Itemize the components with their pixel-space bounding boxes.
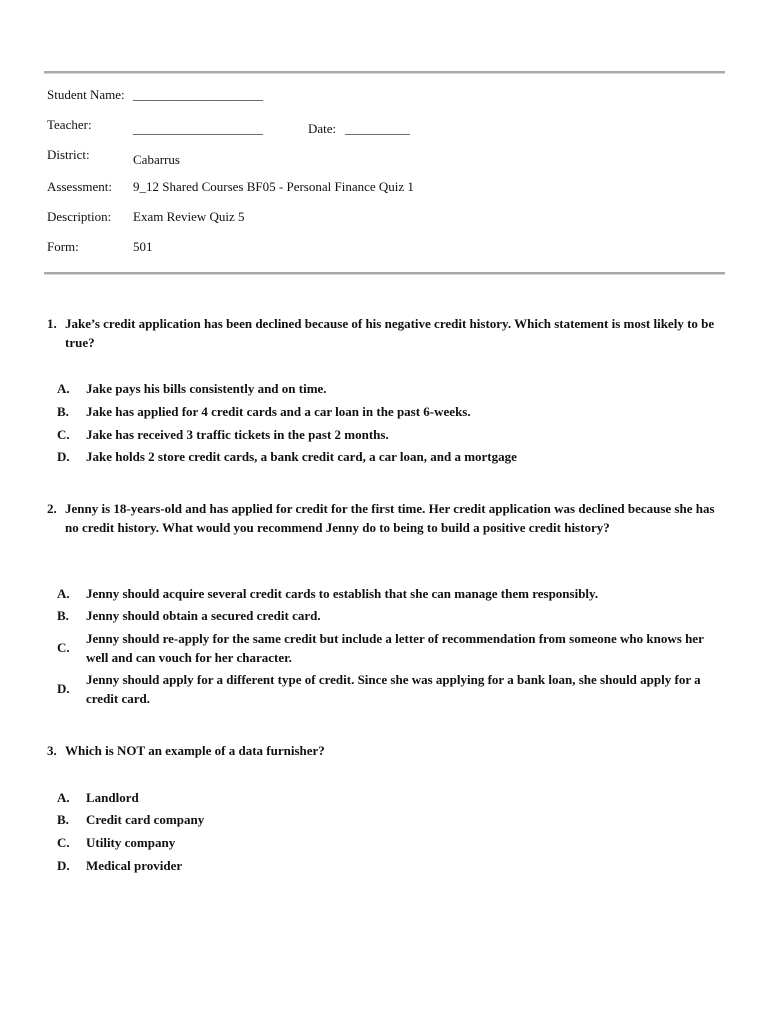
assessment-value: 9_12 Shared Courses BF05 - Personal Finance Quiz 1 <box>133 179 414 194</box>
question-number: 1. <box>47 316 57 331</box>
top-rule <box>44 71 725 74</box>
option-text: Jake has applied for 4 credit cards and a car loan in the past 6-weeks. <box>86 404 471 419</box>
option-text: Jake has received 3 traffic tickets in the past 2 months. <box>86 427 389 442</box>
teacher-field[interactable]: ____________________ <box>133 121 263 136</box>
form-label: Form: <box>47 239 79 254</box>
option-letter: A. <box>57 381 70 396</box>
option-text: Jenny should obtain a secured credit card. <box>86 608 321 623</box>
option-letter: D. <box>57 449 70 464</box>
assessment-label: Assessment: <box>47 179 112 194</box>
option-text: Landlord <box>86 790 139 805</box>
option-letter: B. <box>57 608 69 623</box>
option-letter: B. <box>57 404 69 419</box>
option-letter: B. <box>57 812 69 827</box>
option-letter: C. <box>57 835 70 850</box>
option-text: Jake holds 2 store credit cards, a bank credit card, a car loan, and a mortgage <box>86 449 517 464</box>
date-field[interactable]: __________ <box>345 121 410 136</box>
question-text: Jake’s credit application has been declined because of his negative credit history. Which statement is most likely to be true? <box>65 316 715 350</box>
description-label: Description: <box>47 209 112 224</box>
student-name-label: Student Name: <box>47 87 125 102</box>
option-text: Jenny should acquire several credit cards to establish that she can manage them responsibly. <box>86 586 599 601</box>
option-letter: D. <box>57 858 70 873</box>
date-label: Date: <box>308 121 337 136</box>
question-1 <box>47 314 717 350</box>
form-value: 501 <box>133 239 153 254</box>
option-letter: D. <box>57 681 70 696</box>
option-letter: C. <box>57 427 70 442</box>
question-text: Which is NOT an example of a data furnisher? <box>65 743 325 758</box>
option-text: Utility company <box>86 835 176 850</box>
question-text: Jenny is 18-years-old and has applied for credit for the first time. Her credit application was declined because she has no credit history. What would you recommend Jenny do to being to build a positive credit history? <box>65 501 715 535</box>
student-name-field[interactable]: ____________________ <box>133 87 263 102</box>
option-letter: A. <box>57 790 70 805</box>
question-number: 3. <box>47 743 57 758</box>
district-value: Cabarrus <box>133 152 180 167</box>
option-letter: C. <box>57 640 70 655</box>
option-text: Credit card company <box>86 812 205 827</box>
option-text: Medical provider <box>86 858 183 873</box>
question-2 <box>47 499 717 535</box>
option-text: Jenny should apply for a different type of credit. Since she was applying for a bank loan, she should apply for a credit card. <box>86 672 701 706</box>
option-text: Jenny should re-apply for the same credit but include a letter of recommendation from someone who knows her well and can vouch for her character. <box>86 631 704 665</box>
description-value: Exam Review Quiz 5 <box>133 209 245 224</box>
district-label: District: <box>47 147 90 162</box>
question-3 <box>47 741 717 760</box>
header-bottom-rule <box>44 272 725 275</box>
option-text: Jake pays his bills consistently and on time. <box>86 381 327 396</box>
question-number: 2. <box>47 501 57 516</box>
teacher-label: Teacher: <box>47 117 92 132</box>
option-letter: A. <box>57 586 70 601</box>
